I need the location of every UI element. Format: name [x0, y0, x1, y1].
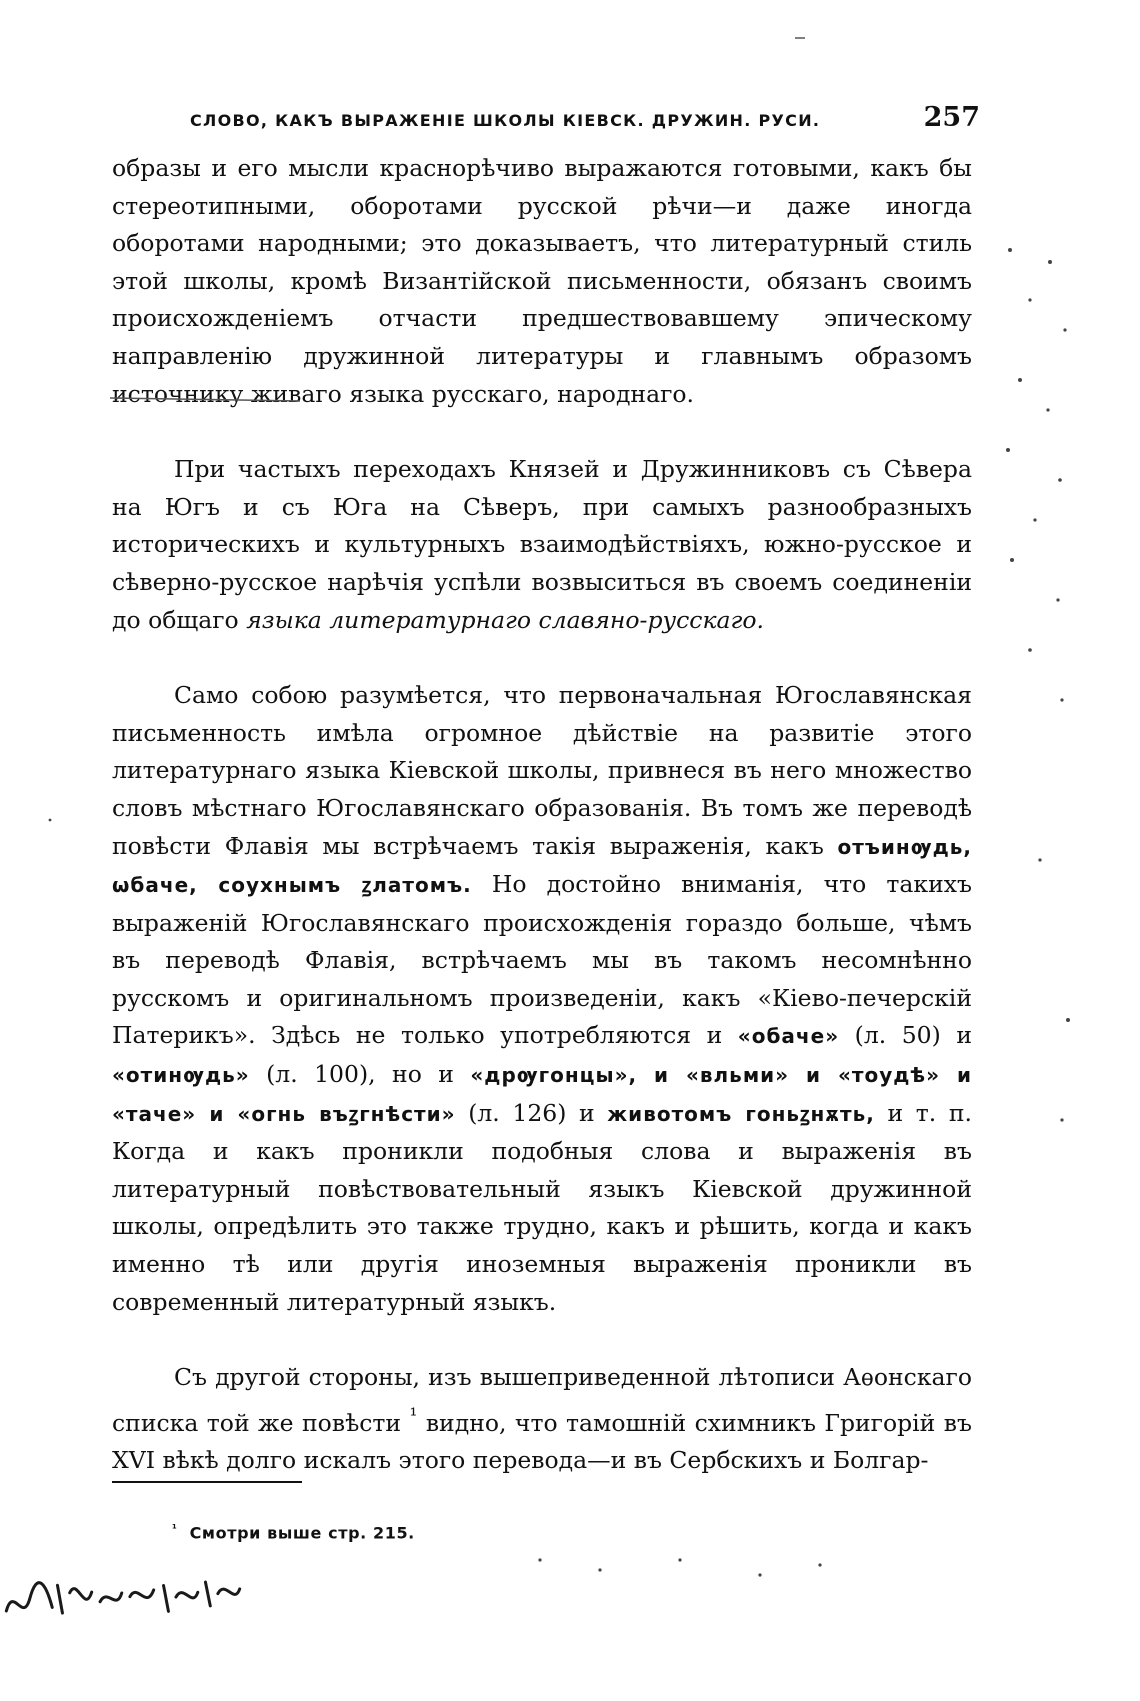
running-title: СЛОВО, КАКЪ ВЫРАЖЕНІЕ ШКОЛЫ КІЕВСК. ДРУЖИН. РУСИ. [190, 111, 821, 130]
paragraph-3-text-d: (л. 100), но и [266, 1060, 454, 1089]
page-number: 257 [923, 102, 980, 133]
paragraph-1-text: образы и его мысли краснорѣчиво выражаются готовыми, какъ бы стереотипными, оборотами русской рѣчи—и даже иногда оборотами народными; это доказываетъ, что литературный стиль этой школы, кромѣ Византійской письменности, обязанъ своимъ происхожденіемъ отчасти предшествовавшему эпическому направленію дружинной литературы и главнымъ образомъ источнику живаго языка русскаго, народнаго. [112, 154, 972, 408]
paragraph-3-text-a: Само собою разумѣется, что первоначальная Югославянская письменность имѣла огромное дѣйствіе на развитіе этого литературнаго языка Кіевской школы, привнеся въ него множество словъ мѣстнаго Югославянскаго образованія. Въ томъ же переводѣ повѣсти Флавія мы встрѣчаемъ такія выраженія, какъ [112, 681, 972, 860]
paragraph-2-text: При частыхъ переходахъ Князей и Дружинниковъ съ Сѣвера на Югъ и съ Юга на Сѣверъ, при самыхъ разнообразныхъ историческихъ и культурныхъ взаимодѣйствіяхъ, южно-русское и сѣверно-русское нарѣчія успѣли возвыситься въ своемъ соединеніи до общаго [112, 455, 972, 634]
footnote-marker: ¹ [172, 1522, 178, 1535]
paragraph-4-text-b: видно, что тамошній схимникъ Григорій въ XVI вѣкѣ долго искалъ этого перевода—и въ Сербскихъ и Болгар- [112, 1408, 972, 1475]
slavonic-quote-2: «обаче» [737, 1024, 840, 1049]
paragraph-3-text-c: (л. 50) и [854, 1021, 972, 1050]
slavonic-quote-4: «дрѹгонцы», и «вльми» и «тоудѣ» и «таче» и «огнь въꙁгнѣсти» [112, 1063, 972, 1126]
slavonic-quote-1: отъинѹдь, ѡбаче, соухнымъ ꙁлатомъ. [112, 834, 972, 898]
slavonic-quote-3: «отинѹдь» [112, 1063, 250, 1088]
paragraph-3-text-f: и т. п. Когда и какъ проникли подобныя слова и выраженія въ литературный повѣствовательный языкъ Кіевской дружинной школы, опредѣлить это также трудно, какъ и рѣшить, когда и какъ именно тѣ или другія иноземныя выраженія проникли въ современный литературный языкъ. [112, 1098, 972, 1316]
footnote-reference[interactable]: ¹ [409, 1403, 418, 1427]
paragraph-3-text-e: (л. 126) и [468, 1098, 595, 1127]
footnote-text: Смотри выше стр. 215. [189, 1523, 415, 1543]
paragraph-4-text-a: Съ другой стороны, изъ вышеприведенной лѣтописи Аѳонскаго списка той же повѣсти [112, 1363, 972, 1437]
paragraph-2-italic-phrase: языка литературнаго славяно-русскаго. [246, 605, 764, 634]
paragraph-3-text-b: Но достойно вниманія, что такихъ выраженій Югославянскаго происхожденія гораздо больше, чѣмъ въ переводѣ Флавія, встрѣчаемъ мы въ такомъ несомнѣнно русскомъ и оригинальномъ произведеніи, какъ «Кіево-печерскій Патерикъ». Здѣсь не только употребляются и [112, 870, 972, 1050]
slavonic-quote-5: животомъ гоньꙁнѫть, [607, 1101, 875, 1126]
